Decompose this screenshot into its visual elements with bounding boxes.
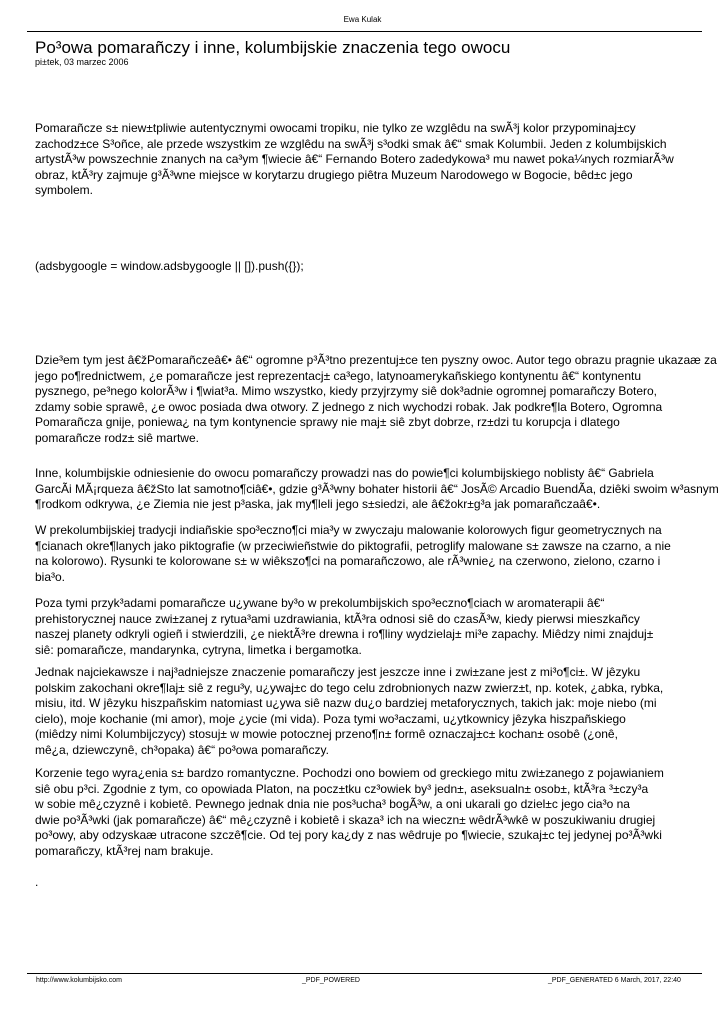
paragraph-line: ¶cianach okre¶lanych jako piktografie (w przeciwieñstwie do piktografii, petroglify malowane s± zawsze na czarno, a nie (35, 538, 671, 553)
publish-date: pi±tek, 03 marzec 2006 (35, 57, 129, 67)
paragraph-2 (35, 353, 725, 446)
paragraph-line: Jednak najciekawsze i naj³adniejsze znaczenie pomarañczy jest jeszcze inne i zwi±zane jest z mi³o¶ci±. W jêzyku (35, 665, 641, 679)
paragraph-line: mê¿a, dziewczynê, ch³opaka) â€“ po³owa pomarañczy. (35, 742, 329, 757)
paragraph-line: bia³o. (35, 569, 66, 584)
footer-divider (27, 973, 702, 974)
header-author: Ewa Kulak (343, 15, 382, 24)
paragraph-line: symbolem. (35, 183, 94, 197)
paragraph-line: polskim zakochani okre¶laj± siê z regu³y, u¿ywaj±c do tego celu zdrobnionych nazw zwierz±t, np. kotek, ¿abka, rybka, (35, 680, 664, 695)
paragraph-line: W prekolumbijskiej tradycji indiañskie spo³eczno¶ci mia³y w zwyczaju malowanie kolorowych figur geometrycznych na (35, 523, 662, 537)
paragraph-line: Poza tymi przyk³adami pomarañcze u¿ywane by³o w prekolumbijskich spo³eczno¶ciach w aromaterapii â€“ (35, 596, 605, 610)
page-title: Po³owa pomarañczy i inne, kolumbijskie znaczenia tego owocu (35, 38, 511, 57)
paragraph-line: pomarañczy, ktÃ³rej nam brakuje. (35, 843, 214, 858)
footer-url: http://www.kolumbijsko.com (36, 977, 122, 984)
paragraph-line: Pomarañcze s± niew±tpliwie autentycznymi owocami tropiku, nie tylko ze wzglêdu na swÃ³j kolor przypominaj±cy (35, 121, 636, 135)
paragraph-3 (35, 466, 725, 513)
paragraph-line: zdamy sobie sprawê, ¿e owoc posiada dwa otwory. Z jednego z nich wychodzi robak. Jak podkre¶la Botero, Ogromna (35, 399, 663, 414)
paragraph-7 (35, 766, 725, 859)
paragraph-line: pysznego, pe³nego kolorÃ³w i ¶wiat³a. Mimo wszystko, kiedy przyjrzymy siê dok³adnie ogromnej pomarañczy Botero, (35, 384, 658, 398)
title-block (35, 38, 715, 67)
paragraph-4 (35, 523, 725, 585)
paragraph-line: misiu, itd. W jêzyku hiszpañskim natomiast u¿ywa siê nazw du¿o bardziej metaforycznych, takich jak: moje niebo (mi (35, 696, 657, 710)
ad-script-text: (adsbygoogle = window.adsbygoogle || []).push({}); (35, 259, 304, 273)
paragraph-line: dwie po³Ã³wki (jak pomarañcze) â€“ mê¿czyznê i kobietê i skaza³ ich na wieczn± wêdrÃ³wkê w poszukiwaniu drugiej (35, 812, 656, 827)
paragraph-line: jego po¶rednictwem, ¿e pomarañcze jest reprezentacj± ca³ego, latynoamerykañskiego kontynentu â€“ kontynentu (35, 368, 642, 383)
footer-generated: _PDF_GENERATED 6 March, 2017, 22:40 (548, 977, 681, 984)
paragraph-1 (35, 121, 725, 199)
paragraph-line: na kolorowo). Rysunki te kolorowane s± w wiêkszo¶ci na pomarañczowo, ale rÃ³wnie¿ na czerwono, zielono, czarno i (35, 554, 661, 568)
paragraph-line: Dzie³em tym jest â€žPomarañczeâ€• â€“ ogromne p³Ã³tno prezentuj±ce ten pyszny owoc. Autor tego obrazu pragnie ukazaæ za (35, 353, 717, 367)
paragraph-line: prehistorycznej nauce zwi±zanej z rytua³ami uzdrawiania, ktÃ³ra odnosi siê do czasÃ³w, kiedy pierwsi mieszkañcy (35, 611, 640, 626)
footer-powered: _PDF_POWERED (302, 977, 360, 984)
paragraph-line: siê obu p³ci. Zgodnie z tym, co opowiada Platon, na pocz±tku cz³owiek by³ jedn±, aseksualn± osob±, ktÃ³ra ³±czy³a (35, 781, 649, 796)
end-mark: . (35, 875, 39, 889)
paragraph-line: ¶rodkom odkrywa, ¿e Ziemia nie jest p³aska, jak my¶leli jego s±siedzi, ale â€žokr±g³a jak pomarañczaâ€•. (35, 497, 601, 511)
paragraph-line: Korzenie tego wyra¿enia s± bardzo romantyczne. Pochodzi ono bowiem od greckiego mitu zwi±zanego z pojawianiem (35, 766, 664, 780)
paragraph-line: w sobie mê¿czyznê i kobietê. Pewnego jednak dnia nie pos³ucha³ bogÃ³w, a oni ukarali go dziel±c jego cia³o na (35, 797, 630, 811)
paragraph-line: artystÃ³w powszechnie znanych na ca³ym ¶wiecie â€“ Fernando Botero zadedykowa³ mu nawet poka¼nych rozmiarÃ³w (35, 152, 674, 166)
paragraph-line: Pomarañcza gnije, poniewa¿ na tym kontynencie sprawy nie maj± siê zbyt dobrze, rz±dzi tu korupcja i dlatego (35, 415, 620, 429)
paragraph-line: (miêdzy nimi Kolumbijczycy) stosuj± w mowie potocznej przeno¶n± formê oznaczaj±c± kochan± osobê (¿onê, (35, 727, 618, 741)
paragraph-6 (35, 665, 725, 758)
paragraph-5 (35, 596, 725, 658)
paragraph-line: po³owy, aby odzyskaæ utracone szczê¶cie. Od tej pory ka¿dy z nas wêdruje po ¶wiecie, szukaj±c tej jedynej po³Ã³wki (35, 828, 662, 842)
paragraph-line: siê: pomarañcze, mandarynka, cytryna, limetka i bergamotka. (35, 642, 362, 657)
paragraph-line: pomarañcze rodz± siê martwe. (35, 430, 199, 445)
paragraph-line: naszej planety odkryli ogieñ i stwierdzili, ¿e niektÃ³re drewna i ro¶liny wydzielaj± mi³e zapachy. Miêdzy nimi znajduj± (35, 627, 654, 641)
paragraph-line: zachodz±ce S³oñce, ale przede wszystkim ze wzglêdu na swÃ³j s³odki smak â€“ smak Kolumbii. Jeden z kolumbijskich (35, 136, 667, 151)
paragraph-line: obraz, ktÃ³ry zajmuje g³Ã³wne miejsce w korytarzu drugiego piêtra Muzeum Narodowego w Bogocie, bêd±c jego (35, 167, 633, 182)
paragraph-line: Inne, kolumbijskie odniesienie do owocu pomarañczy prowadzi nas do powie¶ci kolumbijskiego noblisty â€“ Gabriela (35, 466, 654, 480)
paragraph-line: cielo), moje kochanie (mi amor), moje ¿ycie (mi vida). Poza tymi wo³aczami, u¿ytkownicy jêzyka hiszpañskiego (35, 711, 626, 726)
paragraph-line: GarcÃi MÃ¡rqueza â€žSto lat samotno¶ciâ€•, gdzie g³Ã³wny bohater historii â€“ JosÃ© Arcadio BuendÃa, dziêki swoim w³asnym (35, 481, 719, 496)
header-divider (27, 31, 702, 32)
